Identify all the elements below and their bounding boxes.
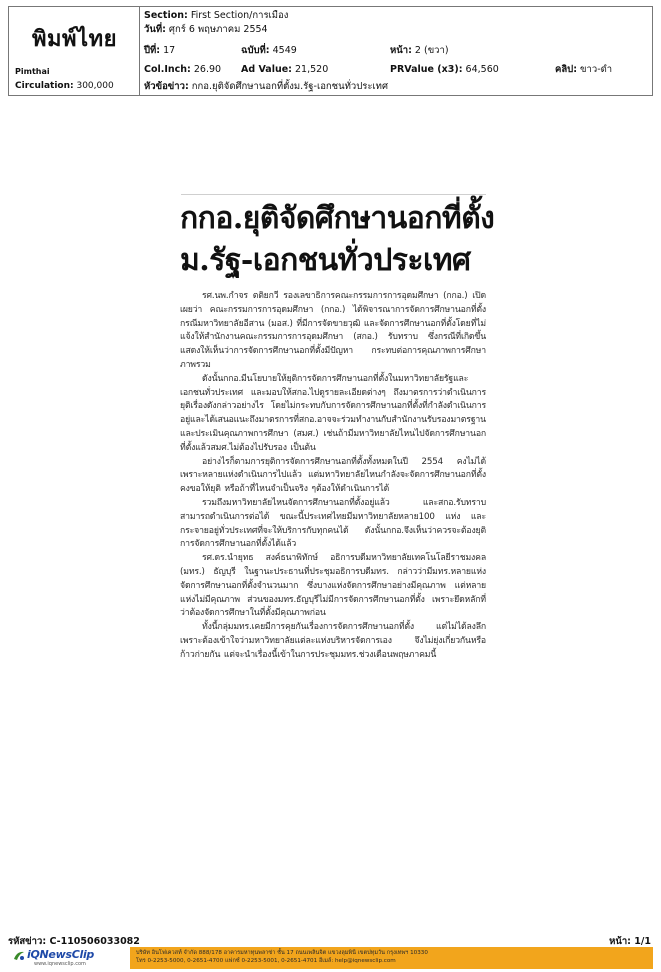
year-value: 17 — [163, 45, 176, 56]
section-label: Section: — [144, 10, 188, 21]
publication-panel — [9, 7, 140, 95]
pr-value-value: 64,560 — [465, 64, 499, 75]
page-field — [390, 45, 449, 57]
iqnewsclip-url[interactable]: www.iqnewsclip.com — [34, 961, 86, 967]
page-number-label: หน้า: — [609, 936, 631, 947]
pr-value-field — [390, 64, 499, 76]
ad-value-field — [241, 64, 328, 76]
headline-line-1: กกอ.ยุติจัดศึกษานอกที่ตั้ง — [180, 201, 495, 236]
publication-name: Pimthai — [15, 67, 50, 76]
iqnewsclip-logo: iQNewsClip — [27, 948, 94, 961]
headline-label: หัวข้อข่าว: — [144, 81, 189, 92]
colinch-field — [144, 64, 221, 76]
pr-value-label: PRValue (x3): — [390, 64, 463, 75]
ad-value-label: Ad Value: — [241, 64, 292, 75]
article-paragraph: ดังนั้นกกอ.มีนโยบายให้ยุติการจัดการศึกษานอกที่ตั้งในมหาวิทยาลัยรัฐและเอกชนทั่วประเทศ และมอบให้สกอ.ไปดูรายละเอียดต่างๆ ถึงมาตรการว่าดำเนินการยุติเรื่องดังกล่าวอย่างไร โดยไม่กระทบกับการจัดการศึกษานอกที่ตั้งที่กำลังดำเนินการอยู่และได้เสนอแนะถึงมาตรการที่สกอ.อาจจะร่วมทำงานกับสำนักงานรับรองมาตรฐานและประเมินคุณภาพการศึกษา (สมศ.) เช่นถ้ามีมหาวิทยาลัยไหนไปจัดการศึกษานอกที่ตั้งแล้วสมศ.ไม่ต้องไปรับรอง เป็นต้น — [180, 373, 486, 453]
footer-bar — [8, 947, 653, 969]
headline-value: กกอ.ยุติจัดศึกษานอกที่ตั้งม.รัฐ-เอกชนทั่วประเทศ — [191, 81, 388, 92]
year-label: ปีที่: — [144, 45, 161, 56]
article-paragraph: รวมถึงมหาวิทยาลัยไหนจัดการศึกษานอกที่ตั้งอยู่แล้ว และสกอ.รับทราบ สามารถดำเนินการต่อได้ ขณะนี้ประเทศไทยมีมหาวิทยาลัยหลาย100 แห่ง และกระจายอยู่ทั่วประเทศที่จะให้บริการกับทุกคนได้ ดังนั้นกกอ.จึงเห็นว่าควรจะต้องยุติการจัดการศึกษานอกที่ตั้งได้แล้ว — [180, 497, 486, 550]
clipping-header — [8, 6, 653, 96]
year-field — [144, 45, 175, 57]
issue-value: 4549 — [272, 45, 297, 56]
ad-value-value: 21,520 — [295, 64, 329, 75]
article-paragraph: ทั้งนี้กลุ่มมทร.เคยมีการคุยกันเรื่องการจัดการศึกษานอกที่ตั้ง แต่ไม่ได้ลงลึก เพราะต้องเข้าใจว่ามหาวิทยาลัยแต่ละแห่งบริหารจัดการเอง จึงไม่ยุ่งเกี่ยวกันหรือก้าวก่ายกัน แต่จะนำเรื่องนี้เข้าในการประชุมมทร.ช่วงเดือนพฤษภาคมนี้ — [180, 622, 486, 660]
company-contact: โทร 0-2253-5000, 0-2651-4700 แฟกซ์ 0-2253-5001, 0-2651-4701 อีเมล์: help@iqnewsclip.com — [136, 958, 396, 964]
headline-line-2: ม.รัฐ-เอกชนทั่วประเทศ — [180, 243, 471, 278]
article-paragraph: รศ.นพ.กำจร ตติยกวี รองเลขาธิการคณะกรรมการการอุดมศึกษา (กกอ.) เปิดเผยว่า คณะกรรมการการอุดมศึกษา (กกอ.) ได้พิจารณาการจัดการศึกษานอกที่ตั้งกรณีมหาวิทยาลัยอีสาน (มอส.) ที่มีการจัดขายวุฒิ และจัดการศึกษานอกที่ตั้งโดยที่ไม่แจ้งให้สำนักงานคณะกรรมการการอุดมศึกษา (สกอ.) รับทราบ ซึ่งกรณีที่เกิดขึ้นแสดงให้เห็นว่าการจัดการศึกษานอกที่ตั้งมีปัญหา กระทบต่อการคุณภาพการศึกษาภาพรวม — [180, 291, 486, 370]
date-row — [144, 24, 268, 36]
article-paragraph: อย่างไรก็ตามการยุติการจัดการศึกษานอกที่ตั้งทั้งหมดในปี 2554 คงไม่ได้ เพราะหลายแห่งดำเนินการไปแล้ว แต่มหาวิทยาลัยไหนกำลังจะจัดการศึกษานอกที่ตั้งคงขอให้ยุติ หรือถ้าที่ไหนจำเป็นจริง ๆต้องให้ดำเนินการได้ — [180, 456, 486, 495]
company-address: บริษัท อินโฟเควสท์ จำกัด 888/178 อาคารมหาทุนพลาซ่า ชั้น 17 ถนนเพลินจิต แขวงลุมพินี เขตปทุมวัน กรุงเทพฯ 10330 — [136, 950, 428, 956]
clip-label: คลิป: — [555, 64, 578, 75]
news-code-label: รหัสข่าว: — [8, 936, 47, 947]
page-value: 2 (ขวา) — [414, 45, 449, 56]
page-label: หน้า: — [390, 45, 412, 56]
headline-row — [144, 81, 388, 93]
news-code-value: C-110506033082 — [49, 936, 140, 947]
issue-field — [241, 45, 297, 57]
date-label: วันที่: — [144, 24, 166, 35]
issue-label: ฉบับที่: — [241, 45, 270, 56]
article-body — [180, 290, 486, 663]
circulation-label: Circulation: — [15, 81, 74, 91]
clip-field — [555, 64, 612, 76]
date-value: ศุกร์ 6 พฤษภาคม 2554 — [168, 24, 268, 35]
article-paragraph: รศ.ดร.นำยุทธ สงค์ธนาพิทักษ์ อธิการบดีมหาวิทยาลัยเทคโนโลยีราชมงคล (มทร.) ธัญบุรี ในฐานะประธานที่ประชุมอธิการบดีมทร. กล่าวว่ามีมทร.หลายแห่งจัดการศึกษานอกที่ตั้งจำนวนมาก ซึ่งบางแห่งจัดการศึกษาอย่างมีคุณภาพ แต่หลายแห่งไม่มีคุณภาพ ส่วนของมทร.ธัญบุรีไม่มีการจัดการศึกษานอกที่ตั้ง เพราะยึดหลักที่ว่าต้องจัดการศึกษาในที่ตั้งมีคุณภาพก่อน — [180, 553, 486, 619]
circulation-value: 300,000 — [76, 81, 114, 91]
clip-value: ขาว-ดำ — [580, 64, 613, 75]
article-headline — [180, 198, 500, 282]
publication-logo: พิมพ์ไทย — [32, 26, 117, 52]
footer-logo-panel — [8, 947, 130, 969]
logo-swoosh-icon — [13, 950, 25, 961]
page-number-value: 1/1 — [634, 936, 651, 947]
colinch-value: 26.90 — [193, 64, 222, 75]
article-top-rule — [181, 194, 486, 195]
colinch-label: Col.Inch: — [144, 64, 191, 75]
section-row — [144, 10, 288, 22]
circulation — [15, 81, 114, 91]
section-value: First Section/การเมือง — [190, 10, 289, 21]
